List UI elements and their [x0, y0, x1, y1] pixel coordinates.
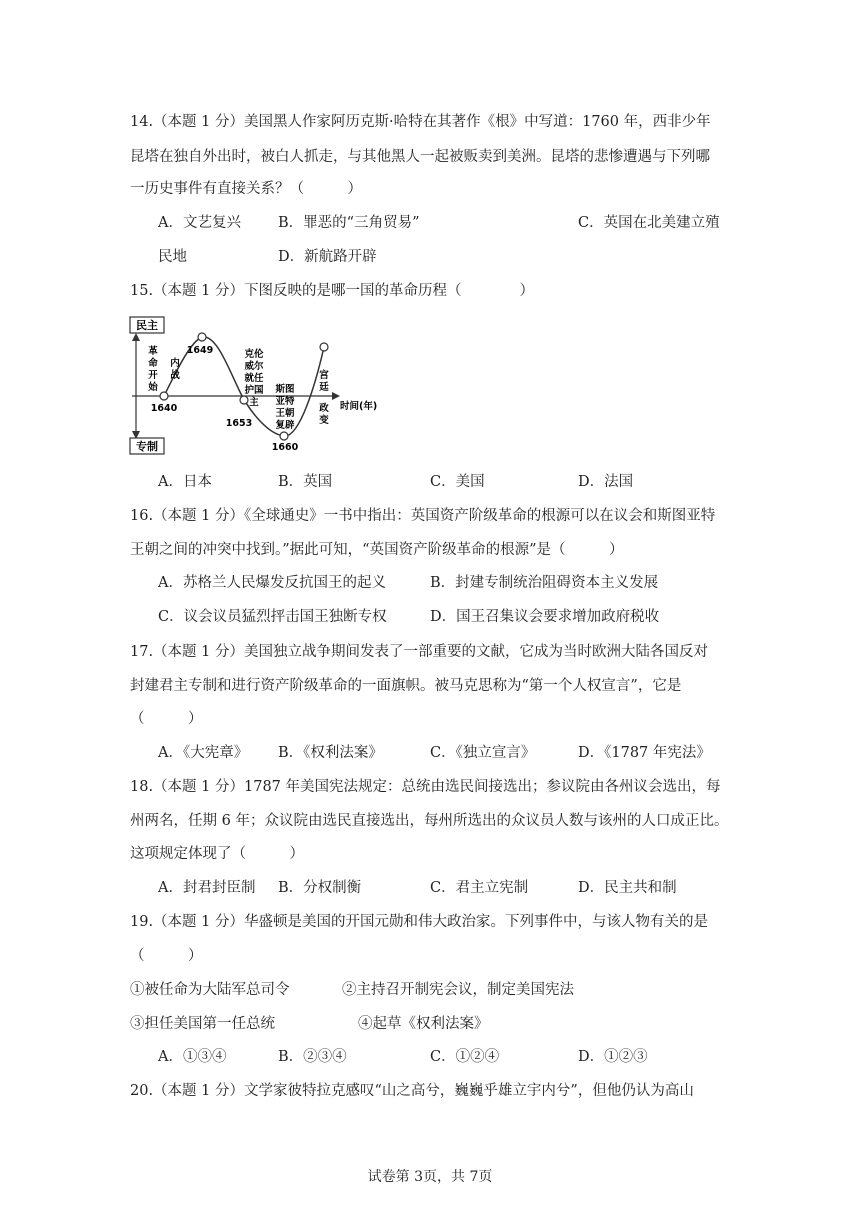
label-autocracy: 专制	[136, 440, 158, 453]
q14-stem-line3: 一历史事件有直接关系？（ ）	[130, 181, 362, 197]
q15-stem-line1: 15.（本题 1 分）下图反映的是哪一国的革命历程（ ）	[130, 283, 535, 299]
q17-option-c: C．《独立宣言》	[430, 745, 536, 761]
svg-text:内: 内	[170, 358, 180, 369]
revolution-process-diagram	[128, 312, 388, 460]
year-1649: 1649	[186, 345, 214, 356]
point-1660	[280, 432, 288, 440]
q18-option-a: A．封君封臣制	[158, 880, 256, 896]
axis-label-time: 时间(年)	[340, 401, 378, 412]
q18-option-c: C．君主立宪制	[430, 880, 529, 896]
q16-option-c: C．议会议员猛烈抨击国王独断专权	[158, 609, 387, 625]
svg-text:克伦: 克伦	[244, 349, 264, 360]
q14-option-c-cont: 民地	[158, 249, 187, 265]
q14-stem-line1: 14.（本题 1 分）美国黑人作家阿历克斯·哈特在其著作《根》中写道：1760 年，西非少年	[130, 114, 711, 130]
q18-stem-line2: 州两名，任期 6 年；众议院由选民直接选出，每州所选出的众议员人数与该州的人口成正比。	[130, 813, 729, 829]
svg-text:命: 命	[148, 358, 158, 369]
point-1640	[160, 392, 168, 400]
q19-option-a: A．①③④	[158, 1049, 227, 1065]
q16-option-a: A．苏格兰人民爆发反抗国王的起义	[158, 575, 386, 591]
q19-item-4: ④起草《权利法案》	[358, 1016, 489, 1032]
q14-option-a: A．文艺复兴	[158, 215, 241, 231]
q17-option-d: D．《1787 年宪法》	[578, 745, 711, 761]
label-civil-war	[170, 357, 180, 381]
q18-option-b: B．分权制衡	[278, 880, 362, 896]
year-1653: 1653	[225, 418, 253, 429]
svg-text:就任: 就任	[244, 373, 264, 384]
q15-option-a: A．日本	[158, 474, 212, 490]
svg-text:亚特: 亚特	[275, 396, 295, 407]
label-restoration	[274, 383, 295, 431]
q15-option-d: D．法国	[578, 474, 634, 490]
q16-option-d: D．国王召集议会要求增加政府税收	[430, 609, 660, 625]
q19-stem-line1: 19.（本题 1 分）华盛顿是美国的开国元勋和伟大政治家。下列事件中，与该人物有关的是	[130, 914, 708, 930]
q14-stem-line2: 昆塔在独自外出时，被白人抓走，与其他黑人一起被贩卖到美洲。昆塔的悲惨遭遇与下列哪	[130, 149, 710, 165]
q14-option-d: D．新航路开辟	[278, 249, 377, 265]
q20-stem-line1: 20.（本题 1 分）文学家彼特拉克感叹“山之高兮，巍巍乎雄立宇内兮”，但他仍认为高山	[130, 1083, 694, 1099]
label-democracy: 民主	[136, 319, 158, 332]
point-1653	[240, 396, 248, 404]
q18-option-d: D．民主共和制	[578, 880, 677, 896]
point-coup	[320, 343, 328, 351]
svg-text:开: 开	[148, 370, 158, 381]
svg-text:变: 变	[319, 415, 329, 426]
svg-text:始: 始	[148, 382, 158, 393]
q15-option-b: B．英国	[278, 474, 333, 490]
q15-option-c: C．美国	[430, 474, 485, 490]
label-revolution-start	[147, 345, 158, 393]
svg-text:政: 政	[319, 403, 329, 414]
svg-text:廷: 廷	[319, 382, 329, 393]
page-footer: 试卷第 3页，共 7页	[367, 1169, 493, 1185]
point-1649	[198, 333, 206, 341]
q19-item-1: ①被任命为大陆军总司令	[130, 982, 290, 998]
svg-text:复辟: 复辟	[275, 420, 295, 431]
q19-option-c: C．①②④	[430, 1049, 500, 1065]
svg-text:宫: 宫	[319, 370, 329, 381]
q16-stem-line2: 王朝之间的冲突中找到。”据此可知，“英国资产阶级革命的根源”是（ ）	[130, 542, 624, 558]
q14-option-c: C．英国在北美建立殖	[578, 215, 720, 231]
q17-stem-line1: 17.（本题 1 分）美国独立战争期间发表了一部重要的文献，它成为当时欧洲大陆各国反对	[130, 644, 708, 660]
svg-text:主: 主	[249, 397, 259, 408]
q17-option-b: B．《权利法案》	[278, 745, 383, 761]
q19-item-3: ③担任美国第一任总统	[130, 1016, 275, 1032]
svg-text:护国: 护国	[244, 385, 264, 396]
svg-text:战: 战	[170, 370, 180, 381]
q17-option-a: A．《大宪章》	[158, 745, 249, 761]
q18-stem-line1: 18.（本题 1 分）1787 年美国宪法规定：总统由选民间接选出；参议院由各州议会选出，每	[130, 779, 721, 795]
q19-option-b: B．②③④	[278, 1049, 347, 1065]
svg-text:王朝: 王朝	[275, 408, 295, 419]
q19-stem-line2: （ ）	[130, 948, 203, 964]
label-palace-coup	[318, 369, 329, 426]
q16-option-b: B．封建专制统治阻碍资本主义发展	[430, 575, 659, 591]
q17-stem-line3: （ ）	[130, 711, 203, 727]
q19-option-d: D．①②③	[578, 1049, 648, 1065]
arrow-right-icon	[332, 392, 340, 400]
svg-text:革: 革	[148, 346, 158, 357]
q14-option-b: B．罪恶的“三角贸易”	[278, 215, 420, 231]
q16-stem-line1: 16.（本题 1 分）《全球通史》一书中指出：英国资产阶级革命的根源可以在议会和斯图亚特	[130, 508, 716, 524]
q18-stem-line3: 这项规定体现了（ ）	[130, 846, 304, 862]
q17-stem-line2: 封建君主专制和进行资产阶级革命的一面旗帜。被马克思称为“第一个人权宣言”，它是	[130, 678, 682, 694]
arrow-up-icon	[132, 333, 140, 341]
q19-item-2: ②主持召开制宪会议，制定美国宪法	[342, 982, 574, 998]
year-1640: 1640	[150, 403, 178, 414]
svg-text:斯图: 斯图	[275, 384, 295, 395]
year-1660: 1660	[271, 442, 299, 453]
svg-text:威尔: 威尔	[244, 361, 264, 372]
